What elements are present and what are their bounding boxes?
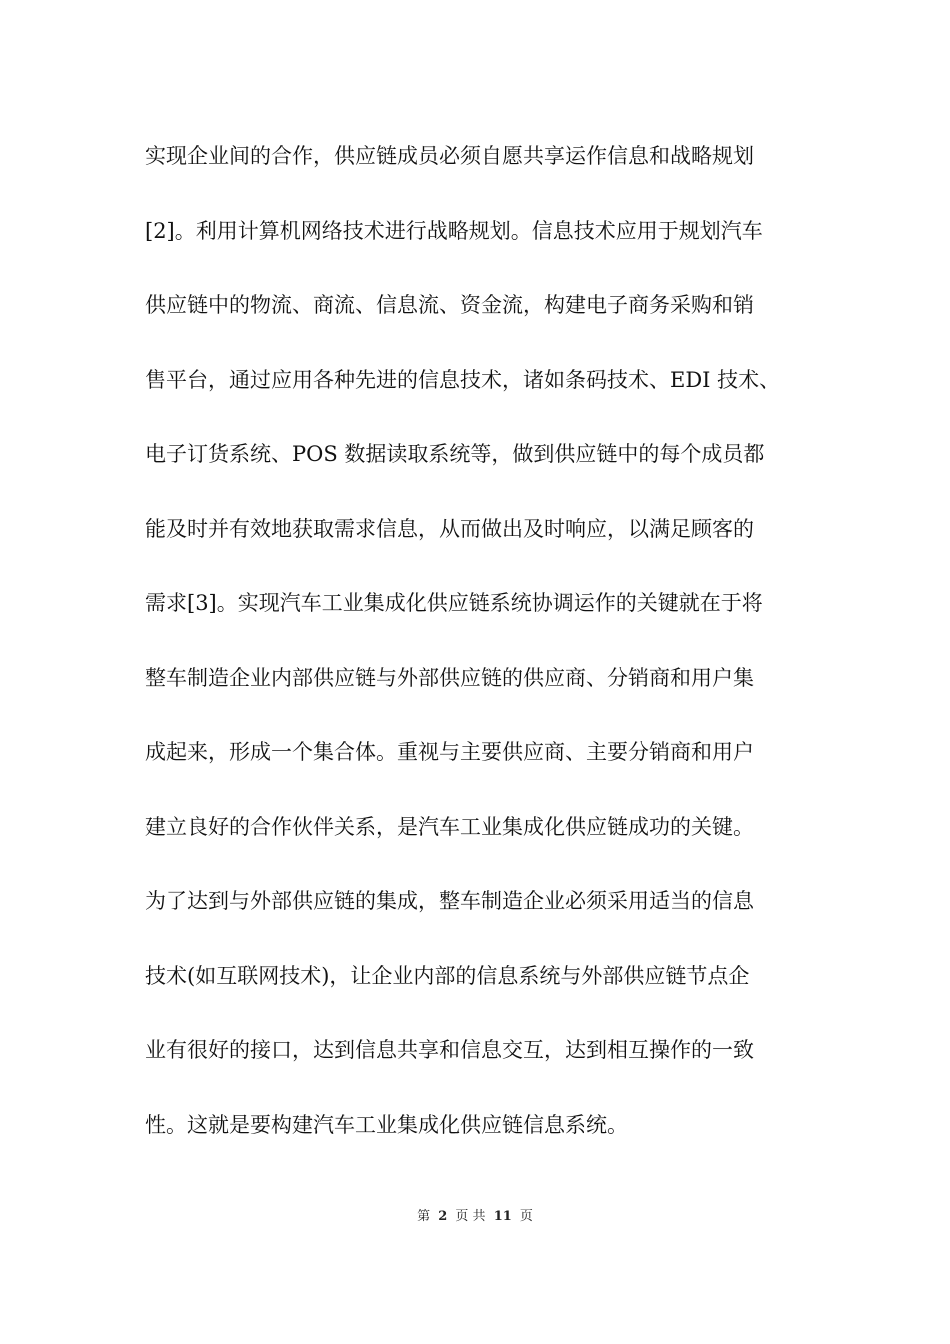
text-line: 为了达到与外部供应链的集成，整车制造企业必须采用适当的信息	[145, 889, 754, 913]
footer-middle: 页 共	[455, 1209, 486, 1224]
text-line: 性。这就是要构建汽车工业集成化供应链信息系统。	[145, 1112, 628, 1137]
current-page-number: 2	[438, 1209, 448, 1224]
total-page-count: 11	[493, 1209, 512, 1224]
text-line: 业有很好的接口，达到信息共享和信息交互，达到相互操作的一致	[145, 1038, 754, 1062]
page-footer	[0, 1205, 950, 1224]
body-text	[145, 135, 825, 1178]
footer-prefix: 第	[417, 1209, 431, 1224]
text-line: 技术(如互联网技术)，让企业内部的信息系统与外部供应链节点企	[145, 963, 750, 988]
text-line: 售平台，通过应用各种先进的信息技术，诸如条码技术、EDI 技术、	[145, 367, 781, 392]
text-line: 能及时并有效地获取需求信息，从而做出及时响应，以满足顾客的	[145, 516, 754, 541]
text-line: 整车制造企业内部供应链与外部供应链的供应商、分销商和用户集	[145, 665, 754, 690]
footer-suffix: 页	[519, 1209, 533, 1224]
text-line: [2]。利用计算机网络技术进行战略规划。信息技术应用于规划汽车	[145, 218, 763, 243]
text-line: 供应链中的物流、商流、信息流、资金流，构建电子商务采购和销	[145, 293, 754, 317]
text-line: 实现企业间的合作，供应链成员必须自愿共享运作信息和战略规划	[145, 144, 754, 168]
text-line: 建立良好的合作伙伴关系，是汽车工业集成化供应链成功的关键。	[145, 814, 754, 839]
text-line: 成起来，形成一个集合体。重视与主要供应商、主要分销商和用户	[145, 740, 754, 764]
text-line: 电子订货系统、POS 数据读取系统等，做到供应链中的每个成员都	[145, 442, 765, 466]
text-line: 需求[3]。实现汽车工业集成化供应链系统协调运作的关键就在于将	[145, 591, 763, 615]
